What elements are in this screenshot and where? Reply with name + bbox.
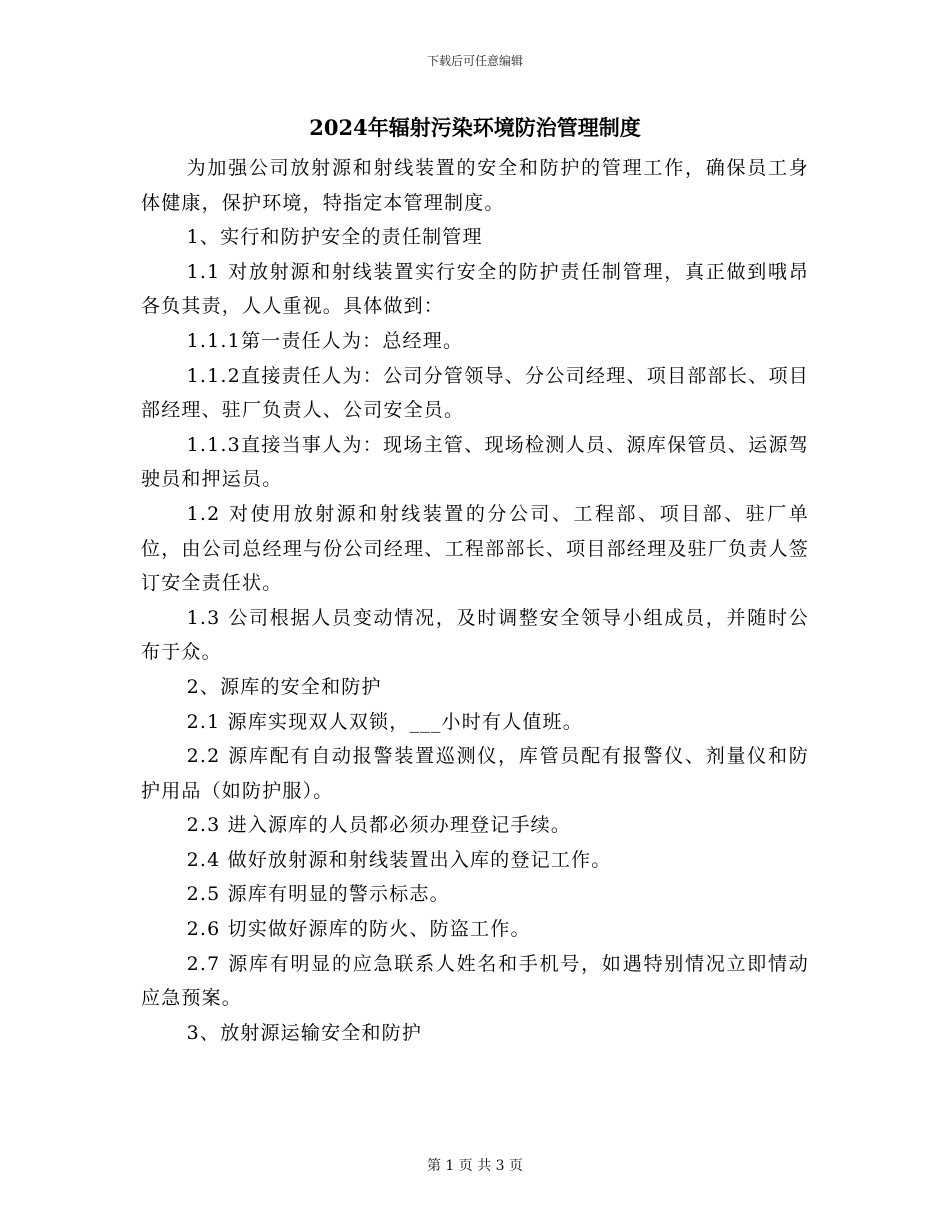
paragraph-intro: 为加强公司放射源和射线装置的安全和防护的管理工作，确保员工身体健康，保护环境，特指定本管理制度。 [141,157,809,214]
clause-2-5: 2.5 源库有明显的警示标志。 [186,883,450,906]
clause-2-2: 2.2 源库配有自动报警装置巡测仪，库管员配有报警仪、剂量仪和防护用品（如防护服）。 [141,745,809,802]
clause-2-3: 2.3 进入源库的人员都必须办理登记手续。 [186,814,572,837]
clause-1-2: 1.2 对使用放射源和射线装置的分公司、工程部、项目部、驻厂单位，由公司总经理与份公司经理、工程部部长、项目部经理及驻厂负责人签订安全责任状。 [141,502,809,595]
section-heading-3: 3、放射源运输安全和防护 [186,1021,423,1044]
clause-1-1-1: 1.1.1第一责任人为：总经理。 [186,329,464,352]
clause-1-1-2: 1.1.2直接责任人为：公司分管领导、分公司经理、项目部部长、项目部经理、驻厂负责人、公司安全员。 [141,364,809,422]
section-heading-1: 1、实行和防护安全的责任制管理 [186,226,483,249]
clause-1-1-3: 1.1.3直接当事人为：现场主管、现场检测人员、源库保管员、运源驾驶员和押运员。 [141,433,809,491]
page-number: 第 1 页 共 3 页 [426,1158,524,1174]
clause-1-3: 1.3 公司根据人员变动情况，及时调整安全领导小组成员，并随时公布于众。 [141,606,809,664]
clause-2-6: 2.6 切实做好源库的防火、防盗工作。 [186,918,531,941]
section-heading-2: 2、源库的安全和防护 [186,675,382,698]
document-title: 2024年辐射污染环境防治管理制度 [309,115,641,140]
clause-2-1: 2.1 源库实现双人双锁，___小时有人值班。 [186,710,583,733]
document-body [141,151,809,1050]
clause-2-7: 2.7 源库有明显的应急联系人姓名和手机号，如遇特别情况立即情动应急预案。 [141,952,809,1010]
header-note: 下载后可任意编辑 [426,54,523,68]
clause-1-1: 1.1 对放射源和射线装置实行安全的防护责任制管理，真正做到哦昂各负其责，人人重视。具体做到： [141,260,809,318]
clause-2-4: 2.4 做好放射源和射线装置出入库的登记工作。 [186,848,612,871]
